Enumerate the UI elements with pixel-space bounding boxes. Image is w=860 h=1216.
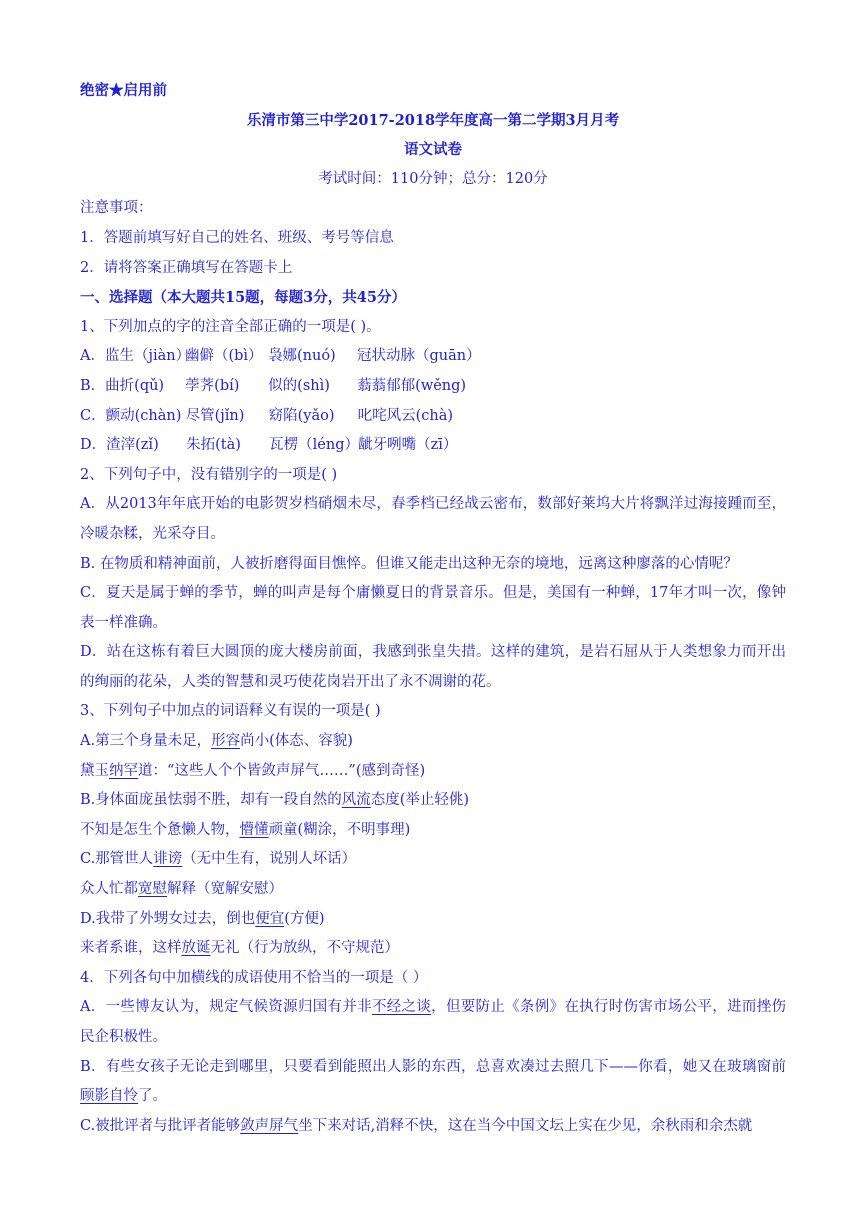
option-word: 龇牙咧嘴（zī） bbox=[358, 437, 458, 454]
question-2-stem: 2、下列句子中，没有错别字的一项是( ) bbox=[80, 466, 338, 483]
marked-word: 宽慰 bbox=[138, 881, 167, 898]
secret-mark: 绝密★启用前 bbox=[80, 82, 167, 99]
question-3-option-a-line-2: 黛玉纳罕道：“这些人个个皆敛声屏气……”(感到奇怪) bbox=[80, 762, 426, 779]
question-3-option-a-line-1: A.第三个身量未足，形容尚小(体态、容貌) bbox=[80, 733, 353, 750]
option-word: 似的(shì) bbox=[268, 377, 330, 394]
question-2-option-b: B. 在物质和精神面前，人被折磨得面目憔悴。但谁又能走出这种无奈的境地，远离这种廖落的心情呢？ bbox=[80, 555, 738, 572]
option-word: 冠状动脉（guān） bbox=[356, 348, 481, 365]
option-word: 朱拓(tà) bbox=[186, 437, 241, 454]
question-3-option-b-line-1: B.身体面庞虽怯弱不胜，却有一段自然的风流态度(举止轻佻) bbox=[80, 792, 470, 809]
marked-word: 诽谤 bbox=[153, 851, 183, 868]
option-word: 渣滓(zǐ) bbox=[106, 437, 159, 454]
question-1-option-a: A．监生（jiàn）幽僻（(bì） 袅娜(nuó) 冠状动脉（guān） bbox=[80, 342, 786, 372]
exam-info: 考试时间：110分钟；总分：120分 bbox=[318, 170, 548, 187]
option-word: 曲折(qǔ) bbox=[105, 377, 165, 394]
question-4-option-a: A．一些博友认为，规定气候资源归国有并非不经之谈，但要防止《条例》在执行时伤害市场公平，进而挫伤民企积极性。 bbox=[80, 999, 786, 1045]
question-3-option-d-line-1: D.我带了外甥女过去，倒也便宜(方便) bbox=[80, 910, 325, 927]
section-1-heading: 一、选择题（本大题共15题，每题3分，共45分） bbox=[80, 289, 406, 307]
question-4-option-b: B．有些女孩子无论走到哪里，只要看到能照出人影的东西，总喜欢凑过去照几下——你看，她又在玻璃窗前顾影自怜了。 bbox=[80, 1058, 786, 1105]
notice-item-2: 2．请将答案正确填写在答题卡上 bbox=[80, 259, 293, 276]
marked-idiom: 不经之谈 bbox=[371, 999, 432, 1016]
marked-word: 放诞 bbox=[181, 940, 211, 957]
option-word: 叱咤风云(chà) bbox=[357, 407, 454, 424]
question-2-option-d: D．站在这栋有着巨大圆顶的庞大楼房前面，我感到张皇失措。这样的建筑，是岩石屈从于人类想象力而开出的绚丽的花朵，人类的智慧和灵巧使花岗岩开出了永不凋谢的花。 bbox=[80, 644, 786, 690]
marked-idiom: 敛声屏气 bbox=[240, 1117, 299, 1134]
question-1-option-c: C．颤动(chàn) 尽管(jǐn) 窈陷(yǎo) 叱咤风云(chà) bbox=[80, 402, 786, 432]
marked-word: 形容 bbox=[211, 733, 241, 750]
question-3-option-d-line-2: 来者系谁，这样放诞无礼（行为放纵，不守规范） bbox=[80, 940, 399, 957]
question-1-option-d: D．渣滓(zǐ) 朱拓(tà) 瓦楞（léng）龇牙咧嘴（zī） bbox=[80, 431, 786, 461]
question-2-option-a: A．从2013年年底开始的电影贺岁档硝烟未尽，春季档已经战云密布，数部好莱坞大片将飘洋过海接踵而至，冷暖杂糅，光采夺目。 bbox=[80, 496, 786, 542]
question-4-stem: 4．下列各句中加横线的成语使用不恰当的一项是（ ） bbox=[80, 969, 428, 986]
marked-word: 懵懂 bbox=[239, 821, 269, 838]
question-1-stem: 1、下列加点的字的注音全部正确的一项是( )。 bbox=[80, 318, 381, 335]
marked-word: 便宜 bbox=[255, 910, 285, 927]
option-word: 蓊蓊郁郁(wěng) bbox=[357, 377, 467, 394]
exam-title: 乐清市第三中学2017-2018学年度高一第二学期3月月考 bbox=[246, 111, 620, 129]
notice-item-1: 1．答题前填写好自己的姓名、班级、考号等信息 bbox=[80, 229, 394, 246]
option-word: 幽僻（(bì） bbox=[184, 348, 263, 365]
option-word: 尽管(jǐn) bbox=[185, 407, 245, 424]
question-3-option-c-line-1: C.那管世人诽谤（无中生有，说别人坏话） bbox=[80, 851, 357, 868]
notice-heading: 注意事项： bbox=[80, 200, 153, 217]
question-2-option-c: C．夏天是属于蝉的季节，蝉的叫声是每个庸懒夏日的背景音乐。但是，美国有一种蝉，17年才叫一次，像钟表一样准确。 bbox=[80, 585, 786, 631]
question-4-option-c: C.被批评者与批评者能够敛声屏气坐下来对话,消释不快，这在当今中国文坛上实在少见，余秋雨和余杰就 bbox=[80, 1117, 753, 1134]
marked-idiom: 顾影自怜 bbox=[80, 1088, 138, 1105]
question-3-option-c-line-2: 众人忙都宽慰解释（宽解安慰） bbox=[80, 881, 283, 898]
exam-subtitle: 语文试卷 bbox=[404, 141, 462, 159]
marked-word: 风流 bbox=[341, 792, 371, 809]
marked-word: 纳罕 bbox=[109, 762, 138, 779]
question-1-option-b: B．曲折(qǔ) 荸荠(bí) 似的(shì) 蓊蓊郁郁(wěng) bbox=[80, 372, 786, 402]
question-3-option-b-line-2: 不知是怎生个惫懒人物，懵懂顽童(糊涂，不明事理) bbox=[80, 821, 411, 838]
exam-content bbox=[80, 76, 786, 1141]
question-3-stem: 3、下列句子中加点的词语释义有误的一项是( ) bbox=[80, 703, 381, 720]
option-word: 袅娜(nuó) bbox=[267, 348, 336, 365]
option-word: 窈陷(yǎo) bbox=[268, 407, 335, 424]
option-word: 监生（jiàn） bbox=[104, 348, 191, 365]
option-word: 颤动(chàn) bbox=[105, 407, 182, 424]
option-word: 瓦楞（léng） bbox=[269, 437, 359, 454]
option-word: 荸荠(bí) bbox=[185, 377, 240, 394]
